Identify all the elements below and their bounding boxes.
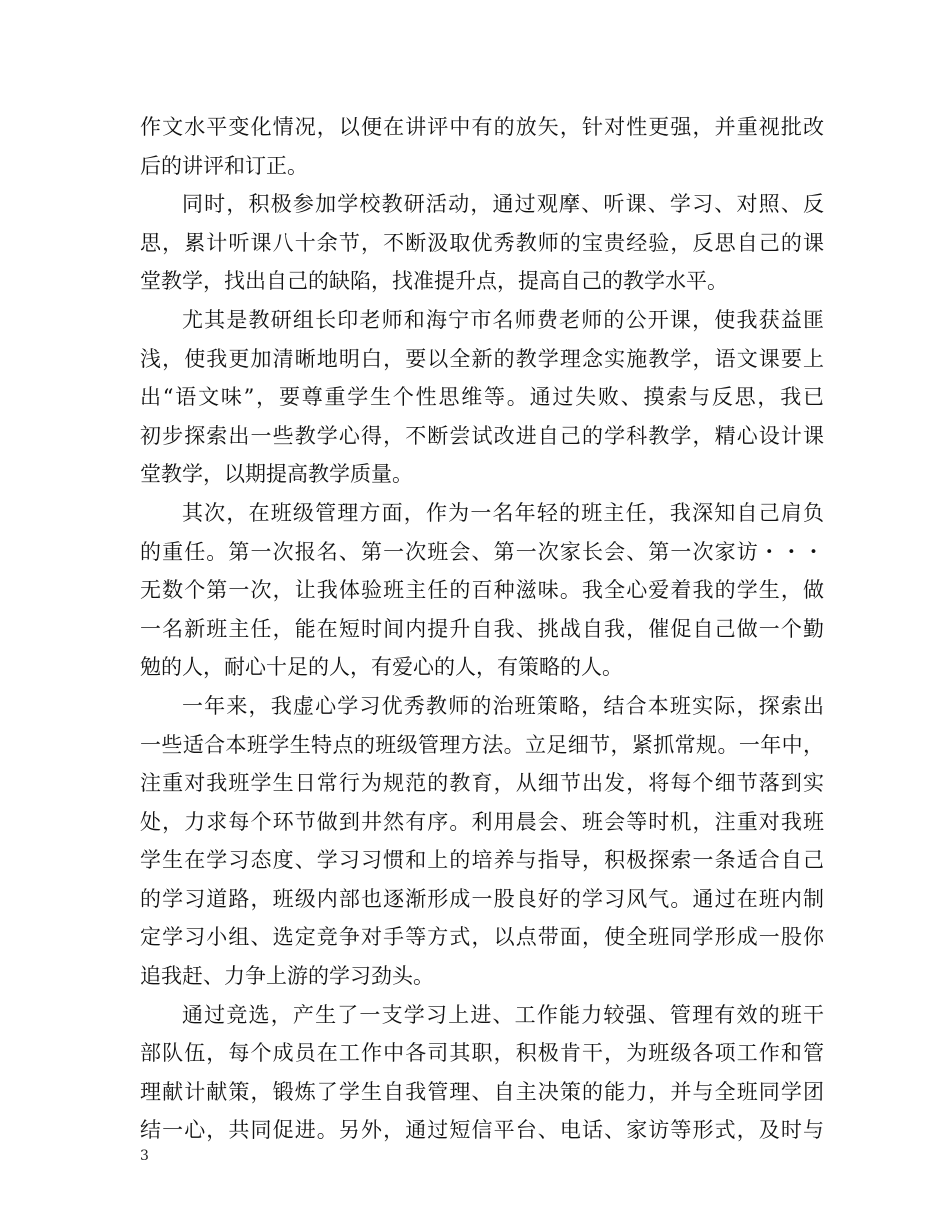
text-line: 后的讲评和订正。 [140, 153, 308, 178]
text-line: 初步探索出一些教学心得，不断尝试改进自己的学科教学，精心设计课 [140, 423, 824, 448]
text-line: 一些适合本班学生特点的班级管理方法。立足细节，紧抓常规。一年中， [140, 732, 824, 757]
text-line: 作文水平变化情况，以便在讲评中有的放矢，针对性更强，并重视批改 [140, 115, 824, 139]
text-line: 无数个第一次，让我体验班主任的百种滋味。我全心爱着我的学生，做 [140, 578, 824, 603]
text-line: 勉的人，耐心十足的人，有爱心的人，有策略的人。 [140, 655, 623, 680]
text-line: 一名新班主任，能在短时间内提升自我、挑战自我，催促自己做一个勤 [140, 616, 824, 641]
text-line: 思，累计听课八十余节，不断汲取优秀教师的宝贵经验，反思自己的课 [140, 230, 824, 255]
text-line: 同时，积极参加学校教研活动，通过观摩、听课、学习、对照、反 [182, 192, 824, 217]
text-line: 的重任。第一次报名、第一次班会、第一次家长会、第一次家访・・・ [140, 539, 824, 564]
text-line: 尤其是教研组长印老师和海宁市名师费老师的公开课，使我获益匪 [182, 307, 824, 332]
text-line: 追我赶、力争上游的学习劲头。 [140, 964, 434, 989]
text-line: 结一心，共同促进。另外，通过短信平台、电话、家访等形式，及时与 [140, 1118, 824, 1143]
document-body [140, 108, 824, 1150]
page-number: 3 [140, 1148, 149, 1164]
text-line: 注重对我班学生日常行为规范的教育，从细节出发，将每个细节落到实 [140, 771, 824, 796]
text-line: 理献计献策，锻炼了学生自我管理、自主决策的能力，并与全班同学团 [140, 1079, 824, 1104]
text-line: 出“语文味”，要尊重学生个性思维等。通过失败、摸索与反思，我已 [140, 385, 824, 410]
text-line: 部队伍，每个成员在工作中各司其职，积极肯干，为班级各项工作和管 [140, 1041, 824, 1066]
text-line: 通过竞选，产生了一支学习上进、工作能力较强、管理有效的班干 [182, 1002, 824, 1027]
text-line: 堂教学，以期提高教学质量。 [140, 462, 413, 487]
text-line: 学生在学习态度、学习习惯和上的培养与指导，积极探索一条适合自己 [140, 848, 824, 873]
text-line: 堂教学，找出自己的缺陷，找准提升点，提高自己的教学水平。 [140, 269, 728, 294]
text-line: 浅，使我更加清晰地明白，要以全新的教学理念实施教学，语文课要上 [140, 346, 824, 371]
text-line: 一年来，我虚心学习优秀教师的治班策略，结合本班实际，探索出 [182, 693, 824, 718]
text-line: 的学习道路，班级内部也逐渐形成一股良好的学习风气。通过在班内制 [140, 886, 824, 911]
text-line: 定学习小组、选定竞争对手等方式，以点带面，使全班同学形成一股你 [140, 925, 824, 950]
text-line: 其次，在班级管理方面，作为一名年轻的班主任，我深知自己肩负 [182, 500, 824, 525]
text-line: 处，力求每个环节做到井然有序。利用晨会、班会等时机，注重对我班 [140, 809, 824, 834]
